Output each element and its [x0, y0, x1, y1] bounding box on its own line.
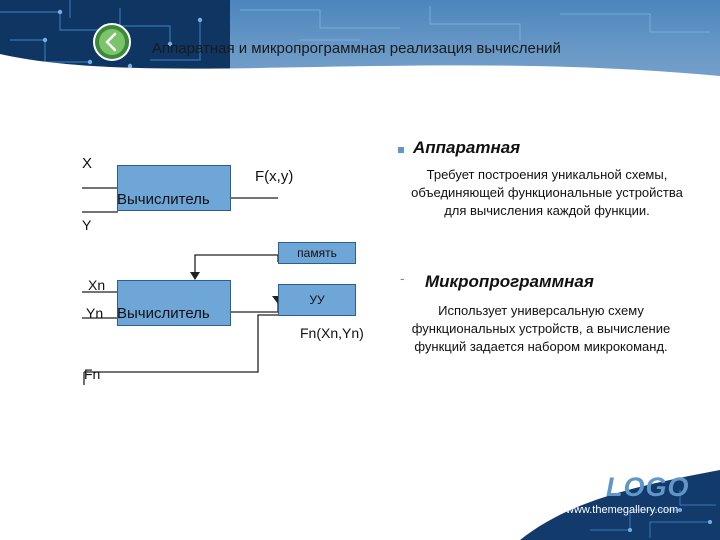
input-y-label: Y [82, 217, 92, 233]
micro-text: Использует универсальную схему функциональных устройств, а вычисление функций задается набором микрокоманд. [411, 303, 671, 354]
slide-title: Аппаратная и микропрограммная реализация вычислений [152, 40, 561, 57]
footer-logo: LOGO [606, 472, 690, 502]
top-output-label: F(x,y) [255, 168, 294, 185]
micro-heading: Микропрограммная [425, 272, 594, 291]
input-xn-label: Xn [88, 277, 106, 293]
bullet-square-icon [398, 147, 404, 153]
memory-block: память [278, 242, 356, 264]
bottom-calculator-label: Вычислитель [117, 305, 210, 322]
bottom-output-label: Fn(Xn,Yn) [300, 325, 364, 341]
input-yn-label: Yn [86, 305, 104, 321]
input-x-label: X [82, 155, 93, 172]
input-fn-label: Fn [84, 366, 101, 382]
hardware-text: Требует построения уникальной схемы, объединяющей функциональные устройства для вычисления каждой функции. [411, 167, 683, 218]
top-calculator-label: Вычислитель [117, 191, 210, 208]
bullet-dash-icon: - [400, 270, 405, 286]
hardware-heading: Аппаратная [413, 138, 521, 157]
control-unit-block: УУ [278, 284, 356, 316]
footer-url[interactable]: www.themegallery.com [566, 504, 679, 516]
